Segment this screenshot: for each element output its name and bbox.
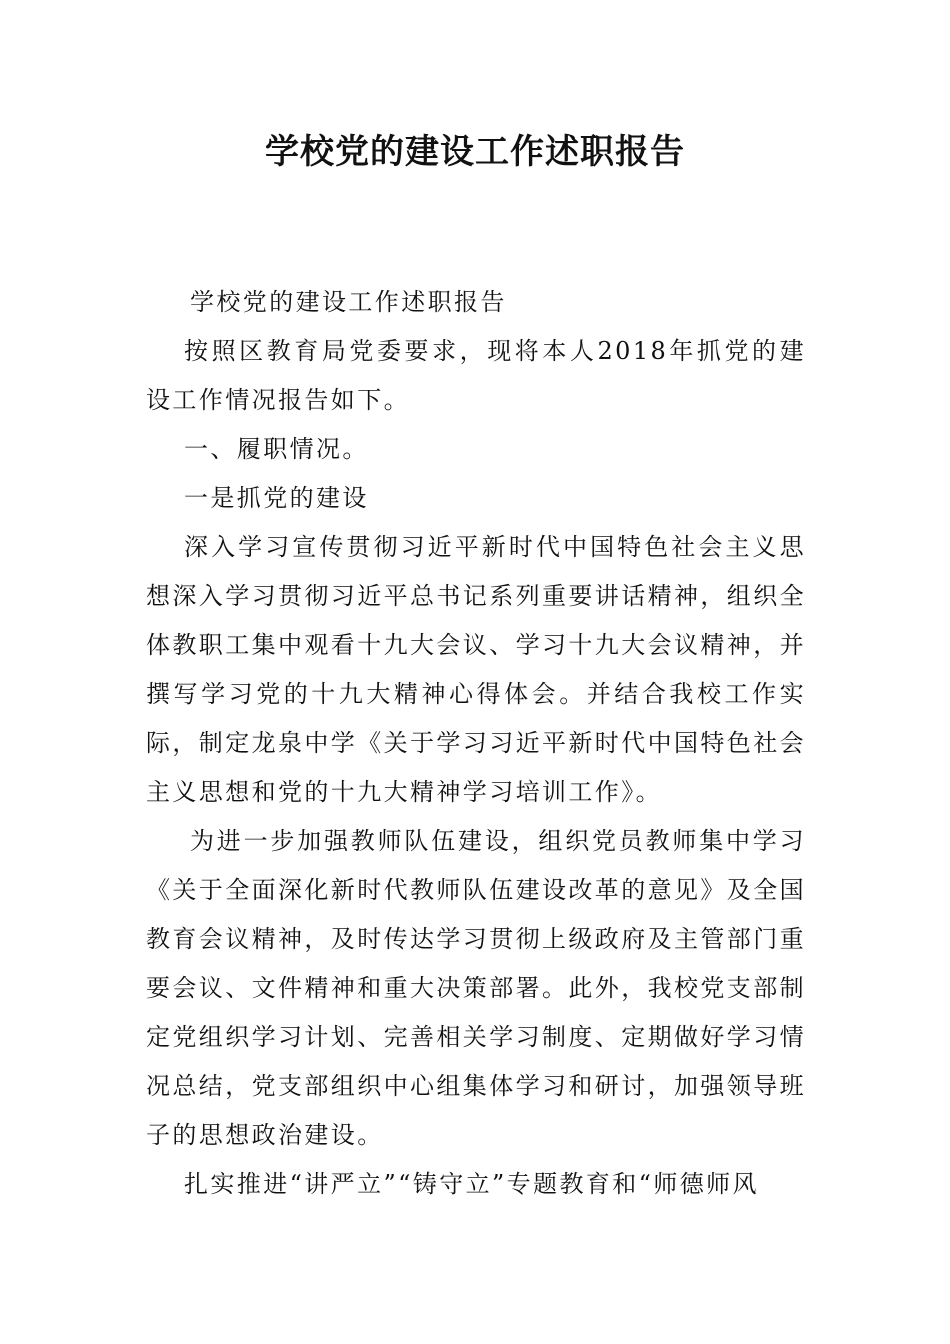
- paragraph-intro: 按照区教育局党委要求，现将本人2018年抓党的建设工作情况报告如下。: [146, 337, 806, 414]
- paragraph-study-thought: 深入学习宣传贯彻习近平新时代中国特色社会主义思想深入学习贯彻习近平总书记系列重要讲话精神，组织全体教职工集中观看十九大会议、学习十九大会议精神，并撰写学习党的十九大精神心得体会。并结合我校工作实际，制定龙泉中学《关于学习习近平新时代中国特色社会主义思想和党的十九大精神学习培训工作》。: [146, 533, 806, 806]
- paragraph-special-education: 扎实推进“讲严立”“铸守立”专题教育和“师德师风: [184, 1170, 759, 1198]
- paragraph-teacher-team: 为进一步加强教师队伍建设，组织党员教师集中学习《关于全面深化新时代教师队伍建设改革的意见》及全国教育会议精神，及时传达学习贯彻上级政府及主管部门重要会议、文件精神和重大决策部署。此外，我校党支部制定党组织学习计划、完善相关学习制度、定期做好学习情况总结，党支部组织中心组集体学习和研讨，加强领导班子的思想政治建设。: [146, 827, 806, 1149]
- paragraph-subtitle: 学校党的建设工作述职报告: [190, 288, 507, 316]
- paragraph-section-heading: 一、履职情况。: [184, 435, 369, 463]
- document-body: [146, 278, 806, 1209]
- document-title: 学校党的建设工作述职报告: [265, 132, 685, 172]
- paragraph-subsection-heading: 一是抓党的建设: [184, 484, 369, 512]
